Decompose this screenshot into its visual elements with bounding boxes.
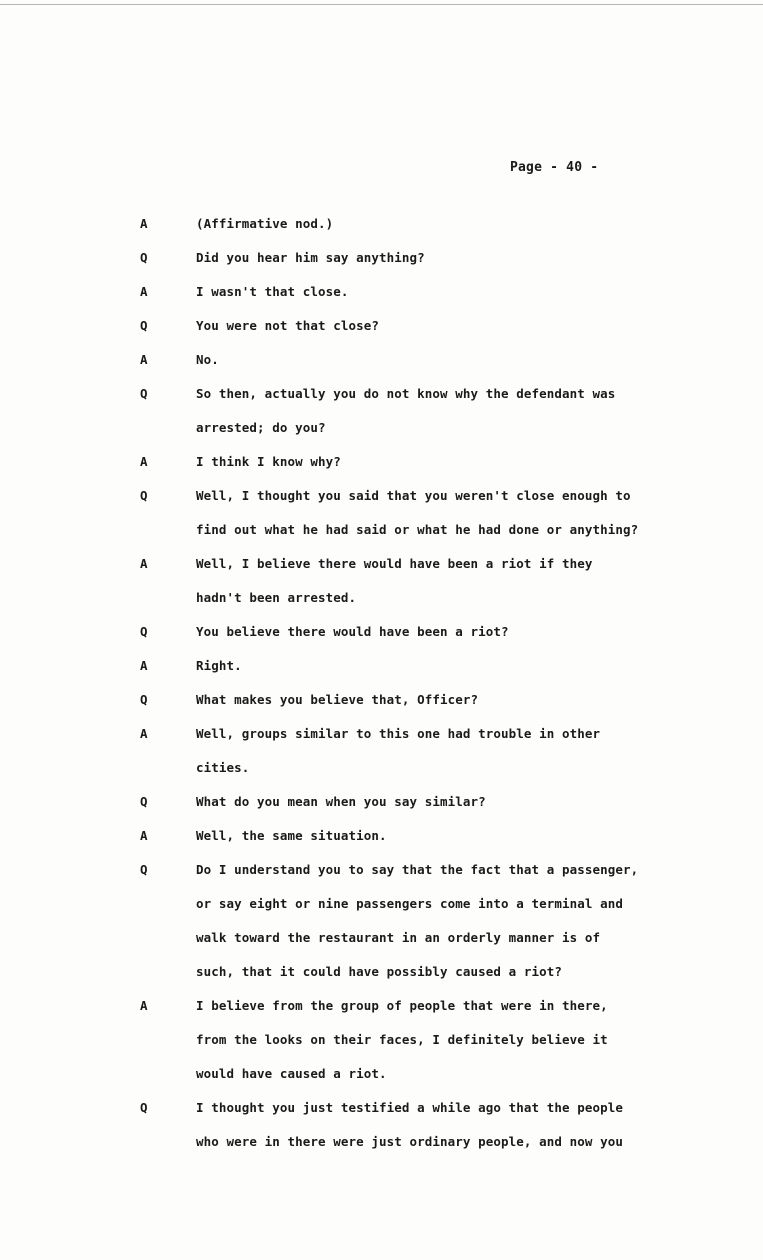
- question-entry: [0, 479, 763, 547]
- testimony-line: So then, actually you do not know why the defendant was: [196, 386, 616, 401]
- speaker-label: Q: [140, 488, 148, 503]
- speaker-label: A: [140, 454, 148, 469]
- testimony-line: You were not that close?: [196, 318, 380, 333]
- answer-entry: [0, 275, 763, 309]
- question-entry: [0, 241, 763, 275]
- question-entry: [0, 309, 763, 343]
- testimony-line: What do you mean when you say similar?: [196, 794, 486, 809]
- question-entry: [0, 1091, 763, 1159]
- testimony-line: I think I know why?: [196, 454, 341, 469]
- testimony-line: who were in there were just ordinary people, and now you: [196, 1134, 624, 1149]
- answer-entry: [0, 717, 763, 785]
- speaker-label: A: [140, 352, 148, 367]
- answer-entry: [0, 445, 763, 479]
- testimony-line: Well, the same situation.: [196, 828, 387, 843]
- testimony-line: I believe from the group of people that were in there,: [196, 998, 608, 1013]
- page-number: Page - 40 -: [510, 160, 599, 175]
- testimony-line: Well, I believe there would have been a riot if they: [196, 556, 593, 571]
- testimony-line: I wasn't that close.: [196, 284, 349, 299]
- question-entry: [0, 377, 763, 445]
- speaker-label: Q: [140, 1100, 148, 1115]
- testimony-line: find out what he had said or what he had done or anything?: [196, 522, 639, 537]
- speaker-label: A: [140, 556, 148, 571]
- speaker-label: A: [140, 284, 148, 299]
- testimony-line: or say eight or nine passengers come into a terminal and: [196, 896, 624, 911]
- testimony-line: No.: [196, 352, 219, 367]
- testimony-line: What makes you believe that, Officer?: [196, 692, 479, 707]
- speaker-label: Q: [140, 386, 148, 401]
- testimony-line: You believe there would have been a riot?: [196, 624, 509, 639]
- speaker-label: A: [140, 998, 148, 1013]
- testimony-line: Well, groups similar to this one had trouble in other: [196, 726, 601, 741]
- question-entry: [0, 853, 763, 989]
- testimony-line: cities.: [196, 760, 250, 775]
- top-edge-line: [0, 4, 763, 5]
- testimony-line: (Affirmative nod.): [196, 216, 334, 231]
- answer-entry: [0, 649, 763, 683]
- speaker-label: Q: [140, 794, 148, 809]
- testimony-line: from the looks on their faces, I definitely believe it: [196, 1032, 608, 1047]
- speaker-label: Q: [140, 692, 148, 707]
- speaker-label: Q: [140, 318, 148, 333]
- testimony-line: I thought you just testified a while ago that the people: [196, 1100, 624, 1115]
- answer-entry: [0, 989, 763, 1091]
- speaker-label: Q: [140, 624, 148, 639]
- answer-entry: [0, 819, 763, 853]
- transcript-body: [0, 207, 763, 1159]
- question-entry: [0, 785, 763, 819]
- speaker-label: A: [140, 828, 148, 843]
- testimony-line: walk toward the restaurant in an orderly manner is of: [196, 930, 601, 945]
- question-entry: [0, 683, 763, 717]
- answer-entry: [0, 343, 763, 377]
- testimony-line: Right.: [196, 658, 242, 673]
- answer-entry: [0, 207, 763, 241]
- testimony-line: Did you hear him say anything?: [196, 250, 425, 265]
- testimony-line: hadn't been arrested.: [196, 590, 357, 605]
- testimony-line: would have caused a riot.: [196, 1066, 387, 1081]
- question-entry: [0, 615, 763, 649]
- testimony-line: Well, I thought you said that you weren't close enough to: [196, 488, 631, 503]
- speaker-label: A: [140, 726, 148, 741]
- speaker-label: A: [140, 658, 148, 673]
- testimony-line: arrested; do you?: [196, 420, 326, 435]
- testimony-line: Do I understand you to say that the fact that a passenger,: [196, 862, 639, 877]
- speaker-label: Q: [140, 862, 148, 877]
- testimony-line: such, that it could have possibly caused a riot?: [196, 964, 563, 979]
- speaker-label: Q: [140, 250, 148, 265]
- speaker-label: A: [140, 216, 148, 231]
- answer-entry: [0, 547, 763, 615]
